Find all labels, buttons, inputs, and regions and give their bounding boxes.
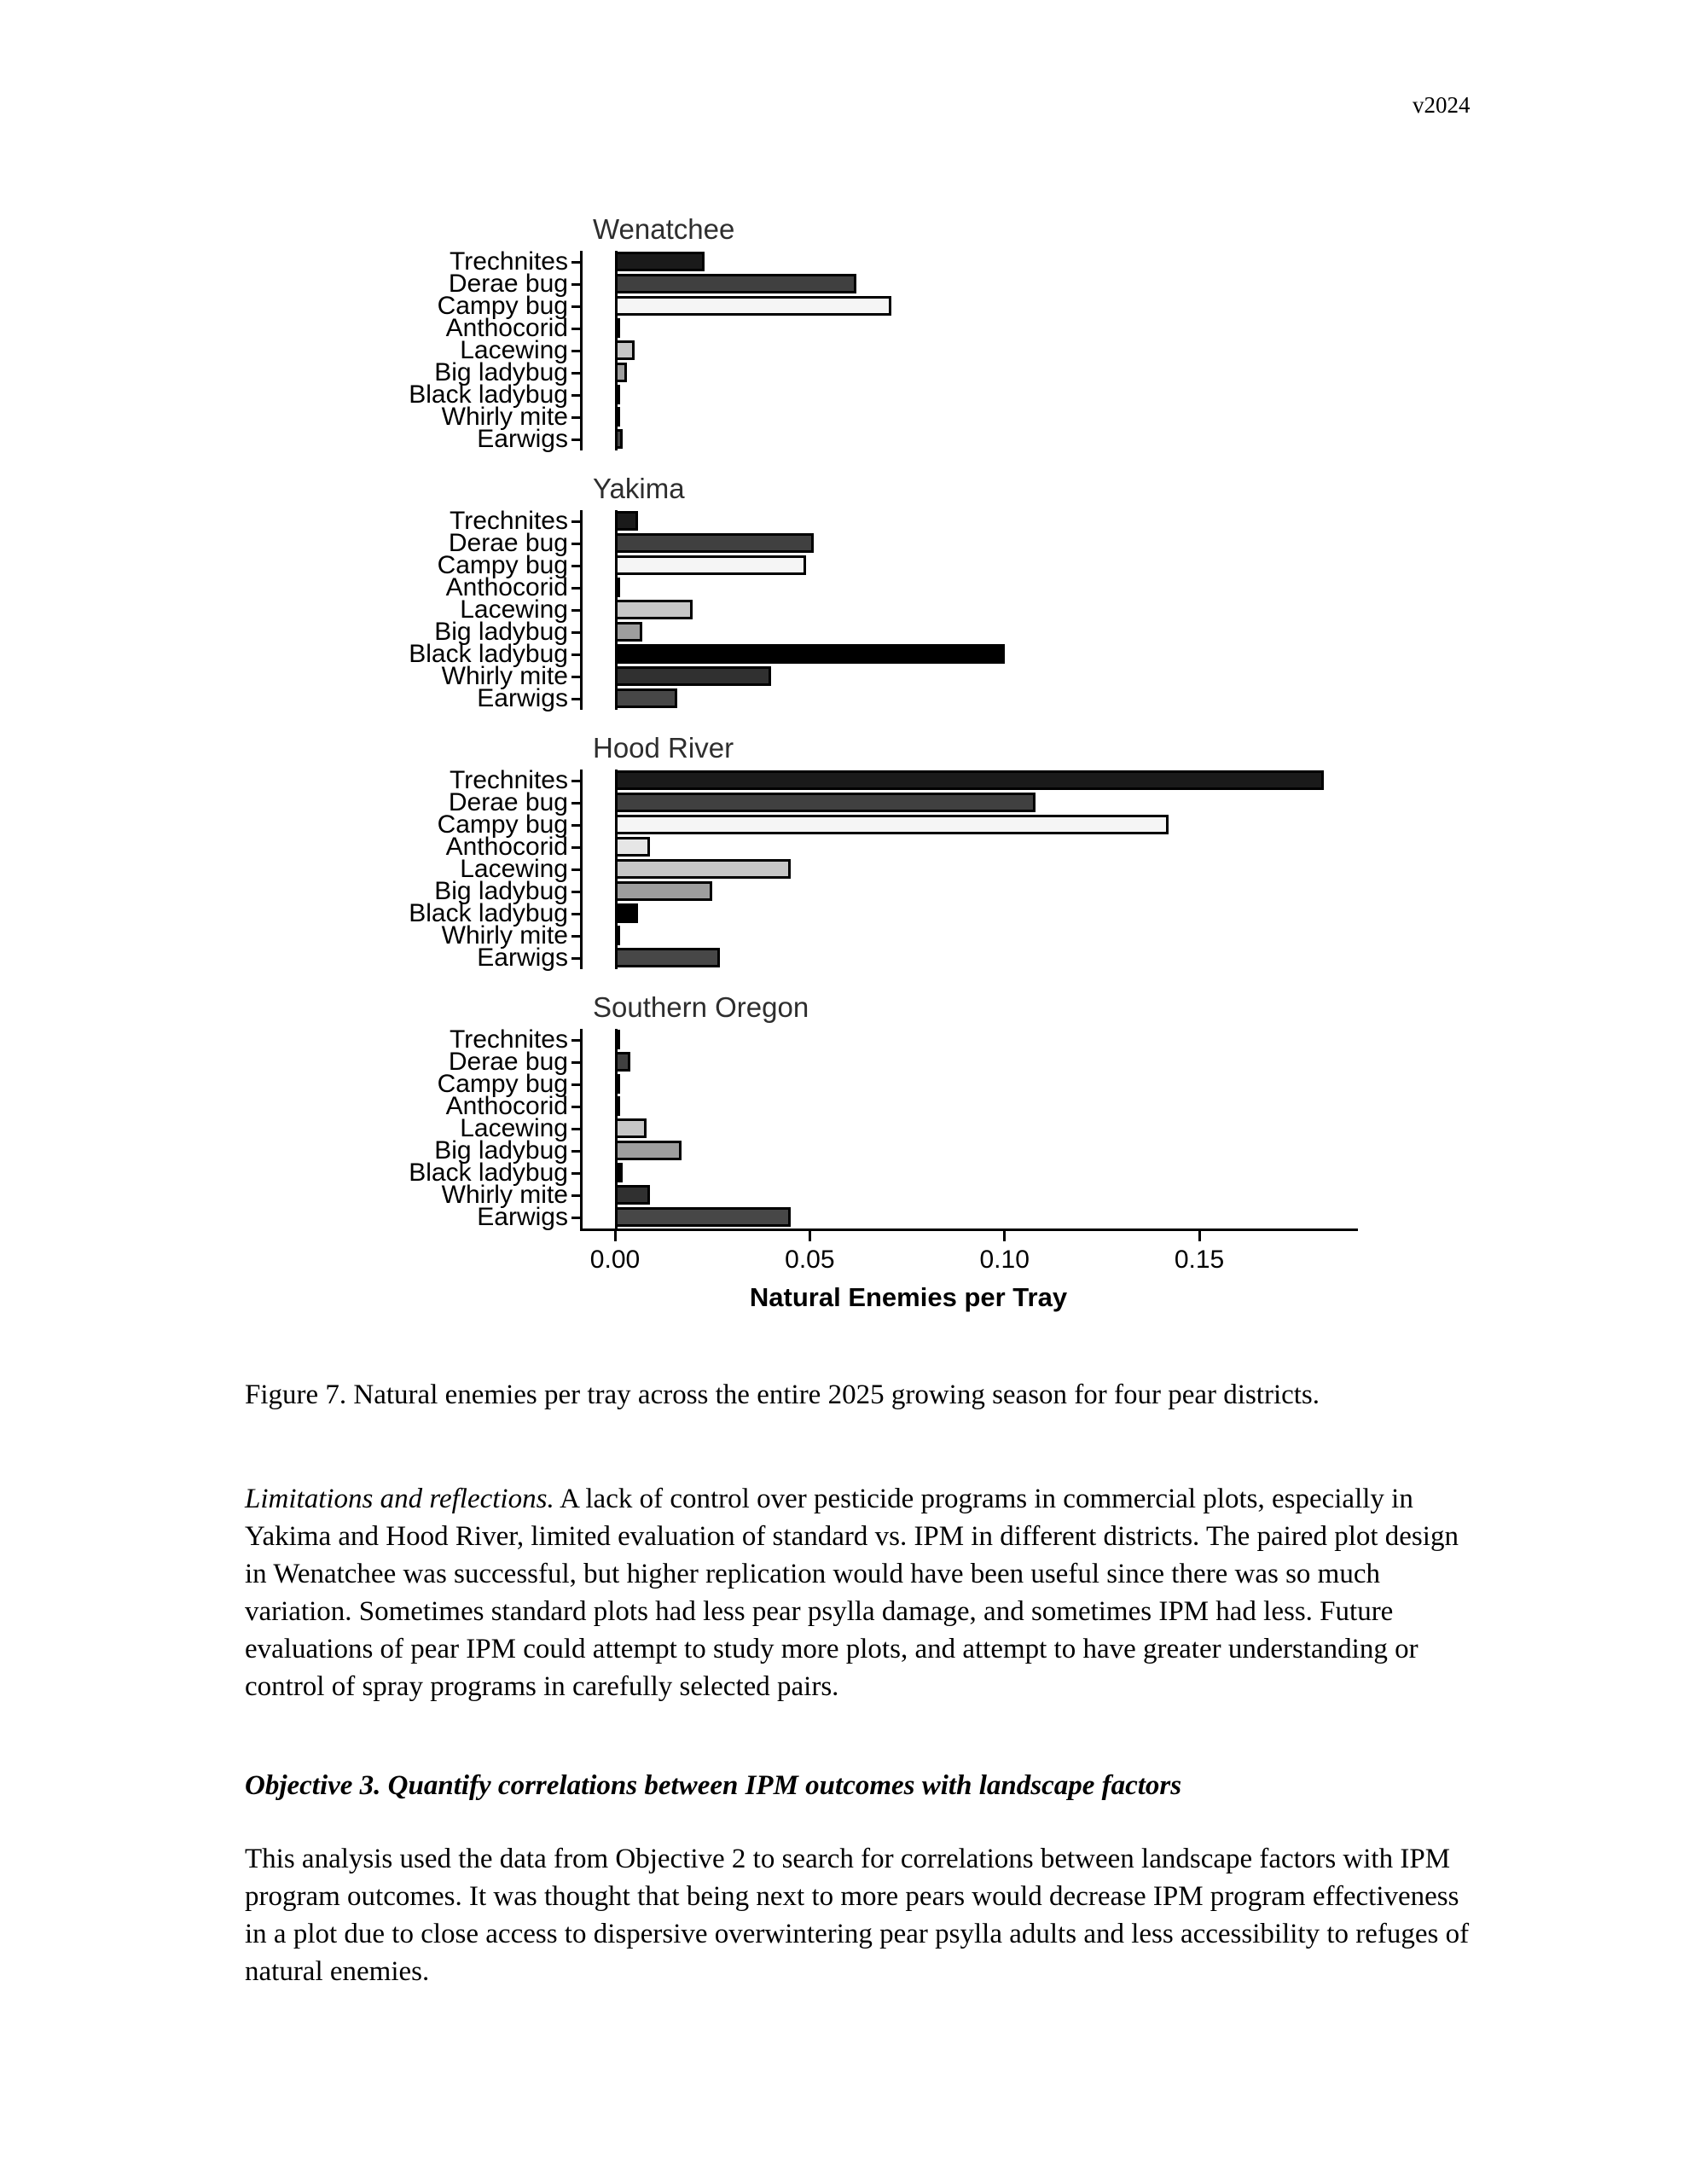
y-label-trechnites: Trechnites [450,247,568,276]
bar-southern-oregon-anthocorid [615,1096,620,1116]
bar-row-hood-river-anthocorid [583,836,1360,858]
bar-southern-oregon-lacewing [615,1118,647,1138]
chart-yakima [382,474,1372,710]
bar-hood-river-black-ladybug [615,903,638,923]
y-tick-black-ladybug [571,913,580,915]
bar-row-yakima-anthocorid [583,577,1360,599]
y-label-black-ladybug: Black ladybug [409,640,568,668]
bar-wenatchee-whirly-mite [615,407,620,427]
bar-row-wenatchee-anthocorid [583,317,1360,340]
x-tick-0.10 [1003,1231,1006,1241]
bar-row-hood-river-big-ladybug [583,880,1360,903]
y-tick-derae-bug [571,1061,580,1064]
bar-wenatchee-derae-bug [615,274,856,293]
y-label-whirly-mite: Whirly mite [441,921,568,950]
bar-hood-river-earwigs [615,948,720,967]
limitations-paragraph [245,1480,1486,1705]
bar-yakima-derae-bug [615,533,814,553]
bar-southern-oregon-derae-bug [615,1052,630,1072]
y-label-lacewing: Lacewing [460,336,568,364]
y-tick-campy-bug [571,565,580,567]
bar-row-wenatchee-earwigs [583,428,1360,450]
y-label-black-ladybug: Black ladybug [409,380,568,409]
y-label-row-earwigs [382,684,580,712]
y-tick-earwigs [571,1217,580,1219]
bar-row-yakima-trechnites [583,510,1360,532]
bar-row-wenatchee-lacewing [583,340,1360,362]
bar-row-hood-river-derae-bug [583,792,1360,814]
bar-row-yakima-earwigs [583,688,1360,710]
bar-row-wenatchee-derae-bug [583,273,1360,295]
panel-southern-oregon [382,1025,1372,1231]
y-tick-whirly-mite [571,935,580,938]
bar-southern-oregon-big-ladybug [615,1141,682,1160]
bar-row-yakima-big-ladybug [583,621,1360,643]
bar-southern-oregon-whirly-mite [615,1185,650,1205]
bar-yakima-trechnites [615,511,638,531]
y-label-big-ladybug: Big ladybug [434,618,568,646]
y-tick-trechnites [571,1039,580,1042]
x-tick-label-0.05: 0.05 [785,1246,835,1274]
y-label-anthocorid: Anthocorid [445,314,568,342]
y-label-trechnites: Trechnites [450,507,568,535]
y-axis-labels-yakima [382,507,580,712]
bar-hood-river-trechnites [615,770,1324,790]
chart-title-hood-river: Hood River [593,732,734,764]
y-label-anthocorid: Anthocorid [445,573,568,601]
y-tick-earwigs [571,957,580,960]
y-tick-trechnites [571,780,580,782]
y-tick-anthocorid [571,587,580,590]
y-tick-campy-bug [571,824,580,827]
y-label-campy-bug: Campy bug [437,810,568,839]
y-tick-derae-bug [571,543,580,545]
y-tick-earwigs [571,439,580,441]
bar-wenatchee-campy-bug [615,296,891,316]
y-tick-lacewing [571,350,580,352]
bar-hood-river-lacewing [615,859,791,879]
bar-row-wenatchee-black-ladybug [583,384,1360,406]
bar-row-southern-oregon-earwigs [583,1206,1360,1228]
y-label-lacewing: Lacewing [460,595,568,624]
y-tick-whirly-mite [571,676,580,678]
x-tick-0.05 [809,1231,811,1241]
limitations-body-text: A lack of control over pesticide programs in commercial plots, especially in Yakima and Hood River, limited evaluation of standard vs. IPM in different districts. The paired plot design in Wenatchee was successful, but higher replication would have been useful since there was so much variation. Sometimes standard plots had less pear psylla damage, and sometimes IPM had less. Future evaluations of pear IPM could attempt to study more plots, and attempt to have greater understanding or control of spray programs in carefully selected pairs. [245,1484,1459,1702]
panel-hood-river [382,766,1372,972]
y-tick-derae-bug [571,802,580,804]
bar-row-yakima-whirly-mite [583,665,1360,688]
bar-row-hood-river-black-ladybug [583,903,1360,925]
y-tick-lacewing [571,1128,580,1130]
y-tick-whirly-mite [571,1194,580,1197]
bar-row-southern-oregon-lacewing [583,1118,1360,1140]
y-tick-big-ladybug [571,372,580,375]
y-label-row-earwigs [382,425,580,453]
chart-hood-river [382,732,1372,972]
y-axis-labels-hood-river [382,766,580,972]
y-tick-lacewing [571,868,580,871]
bar-row-hood-river-trechnites [583,770,1360,792]
y-label-row-earwigs [382,944,580,972]
y-tick-earwigs [571,698,580,700]
bar-row-hood-river-campy-bug [583,814,1360,836]
y-label-lacewing: Lacewing [460,1114,568,1142]
bar-row-southern-oregon-campy-bug [583,1073,1360,1095]
bar-hood-river-anthocorid [615,837,650,857]
y-label-campy-bug: Campy bug [437,1070,568,1098]
bar-row-southern-oregon-black-ladybug [583,1162,1360,1184]
bar-yakima-lacewing [615,600,693,619]
panel-yakima [382,507,1372,712]
panel-wenatchee [382,247,1372,453]
bar-row-southern-oregon-big-ladybug [583,1140,1360,1162]
y-label-black-ladybug: Black ladybug [409,1159,568,1187]
bar-southern-oregon-earwigs [615,1207,791,1227]
bar-row-southern-oregon-whirly-mite [583,1184,1360,1206]
bar-row-yakima-campy-bug [583,555,1360,577]
y-tick-derae-bug [571,283,580,286]
y-label-anthocorid: Anthocorid [445,833,568,861]
plot-area-southern-oregon [580,1029,1360,1228]
y-label-big-ladybug: Big ladybug [434,358,568,386]
bar-row-southern-oregon-anthocorid [583,1095,1360,1118]
y-label-big-ladybug: Big ladybug [434,1136,568,1165]
y-label-earwigs: Earwigs [477,944,568,972]
figure-caption: Figure 7. Natural enemies per tray across the entire 2025 growing season for four pear districts. [245,1380,1320,1410]
bar-row-southern-oregon-derae-bug [583,1051,1360,1073]
bar-row-wenatchee-campy-bug [583,295,1360,317]
bar-hood-river-whirly-mite [615,926,620,945]
y-label-campy-bug: Campy bug [437,551,568,579]
y-label-earwigs: Earwigs [477,1203,568,1231]
y-label-whirly-mite: Whirly mite [441,1181,568,1209]
y-label-whirly-mite: Whirly mite [441,403,568,431]
y-tick-anthocorid [571,846,580,849]
bar-row-yakima-lacewing [583,599,1360,621]
objective-3-paragraph: This analysis used the data from Objective 2 to search for correlations between landscape factors with IPM program outcomes. It was thought that being next to more pears would decrease IPM program effectiveness in a plot due to close access to dispersive overwintering pear psylla adults and less accessibility to refuges of natural enemies. [245,1844,1470,1987]
x-axis [580,1228,1358,1282]
bar-wenatchee-trechnites [615,252,705,271]
y-label-earwigs: Earwigs [477,425,568,453]
y-tick-black-ladybug [571,653,580,656]
bar-southern-oregon-trechnites [615,1030,620,1049]
bar-row-yakima-black-ladybug [583,643,1360,665]
y-tick-black-ladybug [571,394,580,397]
bar-row-southern-oregon-trechnites [583,1029,1360,1051]
bar-southern-oregon-campy-bug [615,1074,620,1094]
bar-wenatchee-anthocorid [615,318,620,338]
plot-area-yakima [580,510,1360,710]
bar-yakima-anthocorid [615,578,620,597]
y-tick-big-ladybug [571,1150,580,1153]
chart-title-yakima: Yakima [593,473,685,504]
y-tick-campy-bug [571,305,580,308]
y-label-whirly-mite: Whirly mite [441,662,568,690]
bar-southern-oregon-black-ladybug [615,1163,623,1182]
bar-row-wenatchee-whirly-mite [583,406,1360,428]
chart-title-southern-oregon: Southern Oregon [593,991,809,1023]
bar-row-hood-river-earwigs [583,947,1360,969]
y-label-trechnites: Trechnites [450,766,568,794]
y-label-derae-bug: Derae bug [448,529,568,557]
bar-row-hood-river-lacewing [583,858,1360,880]
y-label-derae-bug: Derae bug [448,1048,568,1076]
bar-hood-river-big-ladybug [615,881,712,901]
x-tick-label-0.10: 0.10 [979,1246,1030,1274]
y-tick-lacewing [571,609,580,612]
y-label-derae-bug: Derae bug [448,788,568,816]
version-tag: v2024 [1413,92,1471,118]
x-tick-0.00 [614,1231,617,1241]
y-tick-campy-bug [571,1083,580,1086]
y-axis-labels-wenatchee [382,247,580,453]
y-tick-whirly-mite [571,416,580,419]
y-label-campy-bug: Campy bug [437,292,568,320]
bar-row-wenatchee-trechnites [583,251,1360,273]
y-label-anthocorid: Anthocorid [445,1092,568,1120]
y-label-earwigs: Earwigs [477,684,568,712]
y-label-black-ladybug: Black ladybug [409,899,568,927]
bar-wenatchee-black-ladybug [615,385,620,404]
x-tick-0.15 [1198,1231,1201,1241]
chart-wenatchee [382,213,1372,453]
x-tick-label-0.15: 0.15 [1174,1246,1225,1274]
y-tick-anthocorid [571,328,580,330]
bar-row-yakima-derae-bug [583,532,1360,555]
y-tick-big-ladybug [571,891,580,893]
y-tick-trechnites [571,261,580,264]
plot-area-hood-river [580,770,1360,969]
bar-yakima-black-ladybug [615,644,1005,664]
y-tick-big-ladybug [571,631,580,634]
bar-hood-river-campy-bug [615,815,1169,834]
figure-7-charts [382,215,1372,1313]
chart-southern-oregon [382,993,1372,1313]
bar-row-hood-river-whirly-mite [583,925,1360,947]
x-axis-title: Natural Enemies per Tray [749,1282,1068,1312]
y-label-trechnites: Trechnites [450,1025,568,1054]
bar-yakima-earwigs [615,688,677,708]
bar-wenatchee-big-ladybug [615,363,627,382]
y-label-row-earwigs [382,1203,580,1231]
y-tick-black-ladybug [571,1172,580,1175]
x-tick-label-0.00: 0.00 [589,1246,641,1274]
y-label-derae-bug: Derae bug [448,270,568,298]
bar-yakima-whirly-mite [615,666,771,686]
bar-wenatchee-lacewing [615,340,635,360]
limitations-lead-italic: Limitations and reflections. [245,1484,554,1514]
y-label-lacewing: Lacewing [460,855,568,883]
objective-3-heading: Objective 3. Quantify correlations between IPM outcomes with landscape factors [245,1770,1182,1801]
bar-wenatchee-earwigs [615,429,623,449]
bar-yakima-campy-bug [615,555,806,575]
chart-title-wenatchee: Wenatchee [593,213,735,245]
y-axis-labels-southern-oregon [382,1025,580,1231]
y-label-big-ladybug: Big ladybug [434,877,568,905]
bar-yakima-big-ladybug [615,622,642,642]
bar-hood-river-derae-bug [615,793,1036,812]
bar-row-wenatchee-big-ladybug [583,362,1360,384]
y-tick-anthocorid [571,1106,580,1108]
plot-area-wenatchee [580,251,1360,450]
y-tick-trechnites [571,520,580,523]
